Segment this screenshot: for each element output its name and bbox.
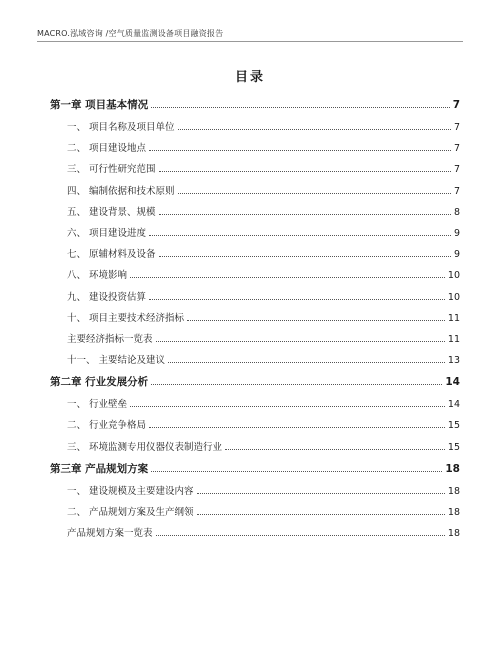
- toc-entry-page: 11: [447, 312, 460, 324]
- toc-entry[interactable]: [50, 502, 460, 523]
- toc-entry[interactable]: [50, 159, 460, 180]
- toc-entry-page: 18: [447, 507, 460, 518]
- toc-entry[interactable]: [50, 117, 460, 138]
- toc-entry-page: 7: [453, 122, 460, 133]
- toc-entry-page: 18: [445, 462, 460, 475]
- toc-entry-page: 18: [447, 528, 460, 540]
- toc-entry-page: 14: [445, 376, 460, 389]
- table-of-contents: [50, 94, 460, 544]
- toc-entry-label: 二、 项目建设地点: [67, 143, 147, 155]
- toc-entry-label: 五、 建设背景、规模: [67, 206, 156, 218]
- toc-entry-page: 7: [453, 143, 460, 155]
- toc-entry[interactable]: [50, 329, 460, 350]
- dot-leader: [130, 276, 445, 278]
- toc-entry-label: 八、 环境影响: [67, 270, 128, 282]
- toc-entry-page: 8: [453, 206, 460, 218]
- page-title: 目录: [234, 70, 265, 85]
- toc-entry-label: 二、 行业竞争格局: [67, 420, 147, 432]
- dot-leader: [197, 513, 445, 515]
- toc-entry[interactable]: [50, 371, 460, 394]
- toc-entry-page: 10: [447, 270, 460, 282]
- dot-leader: [130, 405, 445, 407]
- toc-entry[interactable]: [50, 138, 460, 159]
- dot-leader: [225, 448, 445, 450]
- toc-entry[interactable]: [50, 181, 460, 202]
- toc-entry[interactable]: [50, 415, 460, 436]
- toc-entry-label: 三、 环境监测专用仪器仪表制造行业: [67, 441, 223, 453]
- toc-entry-page: 11: [447, 333, 460, 345]
- toc-entry-label: 三、 可行性研究范围: [67, 164, 156, 176]
- toc-entry[interactable]: [50, 94, 460, 117]
- dot-leader: [197, 492, 445, 494]
- dot-leader: [178, 128, 451, 130]
- toc-entry-label: 第一章 项目基本情况: [50, 99, 149, 111]
- toc-entry[interactable]: [50, 265, 460, 286]
- dot-leader: [149, 298, 445, 300]
- toc-entry-label: 第二章 行业发展分析: [50, 376, 149, 389]
- dot-leader: [156, 534, 445, 536]
- toc-entry-page: 18: [447, 485, 460, 497]
- toc-entry-label: 一、 建设规模及主要建设内容: [67, 485, 194, 497]
- toc-entry-label: 二、 产品规划方案及生产纲领: [67, 507, 194, 518]
- toc-entry-page: 15: [447, 441, 460, 453]
- dot-leader: [159, 170, 451, 172]
- toc-entry[interactable]: [50, 308, 460, 329]
- toc-entry[interactable]: [50, 394, 460, 415]
- toc-entry-label: 九、 建设投资估算: [67, 291, 147, 303]
- toc-entry-label: 主要经济指标一览表: [67, 333, 153, 345]
- toc-entry-label: 第三章 产品规划方案: [50, 462, 149, 475]
- dot-leader: [149, 149, 451, 151]
- toc-entry-page: 7: [453, 164, 460, 176]
- toc-entry[interactable]: [50, 458, 460, 481]
- dot-leader: [156, 340, 445, 342]
- toc-entry-page: 7: [452, 99, 460, 111]
- toc-entry[interactable]: [50, 481, 460, 502]
- toc-entry[interactable]: [50, 244, 460, 265]
- dot-leader: [151, 470, 442, 472]
- toc-entry-page: 7: [453, 185, 460, 197]
- toc-entry-page: 14: [447, 399, 460, 411]
- toc-entry[interactable]: [50, 437, 460, 458]
- toc-entry-page: 9: [453, 227, 460, 239]
- toc-entry-label: 四、 编制依据和技术原则: [67, 185, 175, 197]
- toc-entry-page: 13: [447, 355, 460, 367]
- toc-entry-page: 9: [453, 249, 460, 261]
- toc-entry-label: 七、 原辅材料及设备: [67, 249, 156, 261]
- toc-entry[interactable]: [50, 223, 460, 244]
- toc-entry-label: 十、 项目主要技术经济指标: [67, 312, 185, 324]
- dot-leader: [149, 426, 445, 428]
- toc-entry[interactable]: [50, 523, 460, 544]
- toc-entry-label: 产品规划方案一览表: [67, 528, 153, 540]
- dot-leader: [151, 383, 442, 385]
- dot-leader: [151, 106, 450, 108]
- dot-leader: [159, 255, 451, 257]
- toc-entry[interactable]: [50, 287, 460, 308]
- dot-leader: [178, 192, 451, 194]
- toc-entry-label: 一、 行业壁垒: [67, 399, 128, 411]
- toc-entry[interactable]: [50, 350, 460, 371]
- toc-entry-page: 10: [447, 291, 460, 303]
- toc-entry-page: 15: [447, 420, 460, 432]
- header-divider: [37, 41, 463, 42]
- running-header: MACRO.泓域咨询 /空气质量监测设备项目融资报告: [37, 29, 224, 38]
- dot-leader: [168, 361, 445, 363]
- dot-leader: [159, 213, 451, 215]
- toc-entry-label: 十一、 主要结论及建议: [67, 355, 166, 367]
- dot-leader: [187, 319, 445, 321]
- toc-entry-label: 六、 项目建设进度: [67, 227, 147, 239]
- dot-leader: [149, 234, 451, 236]
- toc-entry-label: 一、 项目名称及项目单位: [67, 122, 175, 133]
- toc-entry[interactable]: [50, 202, 460, 223]
